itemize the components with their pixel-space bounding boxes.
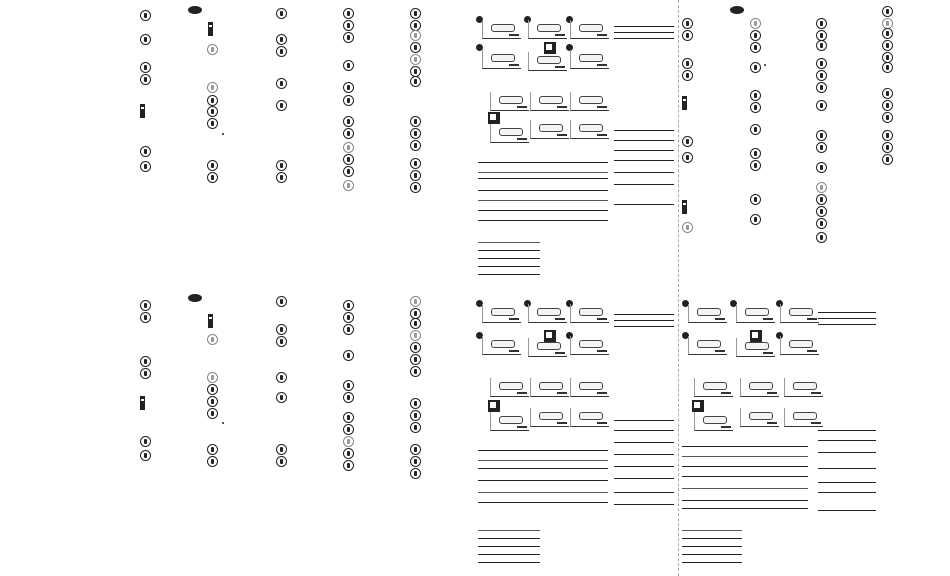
symbol-icon <box>343 392 354 403</box>
text-line <box>614 140 674 141</box>
text-line <box>614 320 674 321</box>
text-line <box>614 204 674 205</box>
symbol-icon <box>140 62 151 73</box>
text-line <box>478 200 608 201</box>
illustration-panel-bottom <box>474 296 678 576</box>
symbol-icon <box>410 422 421 433</box>
step-illustration <box>694 378 733 397</box>
text-line <box>682 476 808 477</box>
text-line <box>478 460 608 461</box>
text-line <box>478 178 608 179</box>
text-line <box>682 488 808 489</box>
text-line <box>614 150 674 151</box>
symbol-icon <box>276 78 287 89</box>
battery-icon <box>140 104 145 118</box>
step-illustration <box>780 336 819 355</box>
step-illustration <box>490 92 529 111</box>
symbol-icon <box>343 424 354 435</box>
text-line <box>818 312 876 313</box>
step-illustration <box>570 336 609 355</box>
symbol-icon <box>410 76 421 87</box>
battery-icon <box>682 200 687 214</box>
symbol-icon <box>750 30 761 41</box>
symbol-icon <box>410 468 421 479</box>
symbol-icon <box>682 18 693 29</box>
symbol-icon <box>276 444 287 455</box>
symbol-icon <box>410 296 421 307</box>
symbol-icon <box>207 44 218 55</box>
text-line <box>478 258 540 259</box>
symbol-icon <box>207 160 218 171</box>
text-line <box>478 468 608 469</box>
text-line <box>682 546 742 547</box>
text-line <box>682 456 808 457</box>
symbol-icon <box>816 130 827 141</box>
illustration-panel-top <box>474 12 678 282</box>
step-illustration <box>736 304 775 323</box>
symbol-icon <box>816 142 827 153</box>
symbol-icon <box>882 62 893 73</box>
text-line <box>478 480 608 481</box>
button-dot-icon <box>188 6 202 14</box>
text-line <box>614 430 674 431</box>
symbol-icon <box>207 408 218 419</box>
step-illustration <box>570 20 609 39</box>
step-illustration <box>528 338 567 357</box>
step-illustration <box>570 408 609 427</box>
symbol-icon <box>140 161 151 172</box>
symbol-icon <box>207 95 218 106</box>
symbol-icon <box>140 356 151 367</box>
text-line <box>818 324 876 325</box>
symbol-icon <box>343 82 354 93</box>
symbol-icon <box>343 448 354 459</box>
text-line <box>682 554 742 555</box>
symbol-icon <box>410 8 421 19</box>
text-line <box>478 266 540 267</box>
symbol-icon <box>410 158 421 169</box>
step-illustration <box>530 92 569 111</box>
symbol-icon <box>343 324 354 335</box>
text-line <box>614 160 674 161</box>
symbol-icon <box>882 6 893 17</box>
text-line <box>818 492 876 493</box>
symbol-icon <box>410 444 421 455</box>
illustration-panel-bottom-right <box>680 296 950 576</box>
step-illustration <box>482 336 521 355</box>
symbol-icon <box>343 142 354 153</box>
symbol-icon <box>816 206 827 217</box>
text-line <box>614 314 674 315</box>
symbol-icon <box>410 182 421 193</box>
icon-sheet-top-right <box>680 0 950 290</box>
symbol-icon <box>410 456 421 467</box>
symbol-icon <box>207 396 218 407</box>
symbol-icon <box>410 30 421 41</box>
text-line <box>818 318 876 319</box>
symbol-icon <box>682 152 693 163</box>
step-illustration <box>688 336 727 355</box>
text-line <box>818 440 876 441</box>
symbol-icon <box>410 366 421 377</box>
text-line <box>478 546 540 547</box>
text-line <box>478 172 608 173</box>
symbol-icon <box>882 100 893 111</box>
symbol-icon <box>276 392 287 403</box>
symbol-icon <box>207 172 218 183</box>
text-line <box>682 562 742 563</box>
symbol-icon <box>207 82 218 93</box>
battery-icon <box>208 314 213 328</box>
text-line <box>818 468 876 469</box>
symbol-icon <box>816 18 827 29</box>
symbol-icon <box>750 62 761 73</box>
text-line <box>614 466 674 467</box>
symbol-icon <box>410 54 421 65</box>
text-line <box>682 530 742 531</box>
symbol-icon <box>410 354 421 365</box>
step-illustration <box>482 304 521 323</box>
symbol-icon <box>882 112 893 123</box>
symbol-icon <box>882 154 893 165</box>
screen-icon <box>488 112 500 124</box>
symbol-icon <box>750 102 761 113</box>
symbol-icon <box>140 436 151 447</box>
text-line <box>614 130 674 131</box>
symbol-icon <box>276 34 287 45</box>
step-illustration <box>528 304 567 323</box>
symbol-icon <box>343 350 354 361</box>
step-illustration <box>780 304 819 323</box>
symbol-icon <box>140 34 151 45</box>
symbol-icon <box>140 10 151 21</box>
symbol-icon <box>343 312 354 323</box>
step-illustration <box>530 408 569 427</box>
text-line <box>478 210 608 211</box>
text-line <box>478 162 608 163</box>
text-line <box>682 466 808 467</box>
symbol-icon <box>750 194 761 205</box>
text-line <box>478 554 540 555</box>
symbol-icon <box>882 142 893 153</box>
symbol-icon <box>276 456 287 467</box>
symbol-icon <box>816 194 827 205</box>
step-illustration <box>490 124 529 143</box>
step-illustration <box>482 20 521 39</box>
symbol-icon <box>882 40 893 51</box>
symbol-icon <box>750 214 761 225</box>
symbol-icon <box>343 32 354 43</box>
step-illustration <box>736 338 775 357</box>
symbol-icon <box>816 58 827 69</box>
symbol-icon <box>140 74 151 85</box>
text-line <box>614 326 674 327</box>
step-illustration <box>740 378 779 397</box>
text-line <box>682 500 808 501</box>
symbol-icon <box>140 146 151 157</box>
symbol-icon <box>682 58 693 69</box>
text-line <box>478 274 540 275</box>
symbol-icon <box>750 160 761 171</box>
symbol-icon <box>682 30 693 41</box>
text-line <box>682 538 742 539</box>
symbol-icon <box>343 380 354 391</box>
step-illustration <box>570 120 609 139</box>
symbol-icon <box>276 336 287 347</box>
symbol-icon <box>276 160 287 171</box>
text-line <box>682 508 808 509</box>
text-line <box>478 450 608 451</box>
symbol-icon <box>207 384 218 395</box>
text-line <box>614 454 674 455</box>
symbol-icon <box>343 154 354 165</box>
symbol-icon <box>343 180 354 191</box>
text-line <box>614 38 674 39</box>
symbol-icon <box>140 312 151 323</box>
text-line <box>614 172 674 173</box>
text-line <box>818 452 876 453</box>
text-line <box>818 430 876 431</box>
text-line <box>614 420 674 421</box>
symbol-icon <box>276 324 287 335</box>
symbol-icon <box>276 372 287 383</box>
symbol-icon <box>343 166 354 177</box>
symbol-icon <box>682 222 693 233</box>
symbol-icon <box>816 218 827 229</box>
step-illustration <box>490 412 529 431</box>
symbol-icon <box>750 124 761 135</box>
symbol-icon <box>343 436 354 447</box>
symbol-icon <box>750 42 761 53</box>
text-line <box>614 504 674 505</box>
battery-icon <box>140 396 145 410</box>
symbol-icon <box>682 136 693 147</box>
text-line <box>682 446 808 447</box>
symbol-icon <box>276 296 287 307</box>
symbol-icon <box>207 118 218 129</box>
button-dot-icon <box>730 6 744 14</box>
step-illustration <box>570 378 609 397</box>
screen-icon <box>488 400 500 412</box>
text-line <box>478 502 608 503</box>
symbol-icon <box>816 100 827 111</box>
bullet-icon <box>764 64 766 66</box>
symbol-icon <box>410 128 421 139</box>
symbol-icon <box>816 40 827 51</box>
symbol-icon <box>207 456 218 467</box>
symbol-icon <box>343 60 354 71</box>
symbol-icon <box>816 82 827 93</box>
text-line <box>478 530 540 531</box>
text-line <box>478 250 540 251</box>
symbol-icon <box>207 106 218 117</box>
step-illustration <box>570 304 609 323</box>
symbol-icon <box>343 128 354 139</box>
symbol-icon <box>750 148 761 159</box>
step-illustration <box>784 378 823 397</box>
step-illustration <box>740 408 779 427</box>
symbol-icon <box>207 334 218 345</box>
step-illustration <box>490 378 529 397</box>
symbol-icon <box>276 8 287 19</box>
symbol-icon <box>882 28 893 39</box>
text-line <box>478 220 608 221</box>
symbol-icon <box>882 88 893 99</box>
symbol-icon <box>750 18 761 29</box>
icon-sheet-top-left <box>0 0 460 280</box>
text-line <box>614 32 674 33</box>
symbol-icon <box>816 232 827 243</box>
icon-sheet-bottom-left <box>0 288 460 576</box>
symbol-icon <box>410 330 421 341</box>
symbol-icon <box>410 398 421 409</box>
symbol-icon <box>343 20 354 31</box>
symbol-icon <box>343 95 354 106</box>
symbol-icon <box>140 368 151 379</box>
symbol-icon <box>207 444 218 455</box>
bullet-icon <box>222 422 224 424</box>
symbol-icon <box>410 140 421 151</box>
fold-line <box>678 0 679 576</box>
symbol-icon <box>410 410 421 421</box>
step-illustration <box>528 20 567 39</box>
symbol-icon <box>410 42 421 53</box>
step-illustration <box>784 408 823 427</box>
symbol-icon <box>276 172 287 183</box>
symbol-icon <box>750 90 761 101</box>
symbol-icon <box>410 318 421 329</box>
symbol-icon <box>276 46 287 57</box>
symbol-icon <box>882 130 893 141</box>
text-line <box>614 442 674 443</box>
text-line <box>614 26 674 27</box>
symbol-icon <box>343 8 354 19</box>
step-illustration <box>688 304 727 323</box>
battery-icon <box>208 22 213 36</box>
symbol-icon <box>816 162 827 173</box>
text-line <box>478 492 608 493</box>
symbol-icon <box>276 100 287 111</box>
step-illustration <box>530 378 569 397</box>
step-illustration <box>528 52 567 71</box>
text-line <box>614 184 674 185</box>
symbol-icon <box>410 342 421 353</box>
step-illustration <box>570 92 609 111</box>
symbol-icon <box>682 70 693 81</box>
symbol-icon <box>816 182 827 193</box>
symbol-icon <box>207 372 218 383</box>
symbol-icon <box>343 116 354 127</box>
symbol-icon <box>816 70 827 81</box>
symbol-icon <box>410 170 421 181</box>
symbol-icon <box>140 300 151 311</box>
symbol-icon <box>343 460 354 471</box>
text-line <box>478 538 540 539</box>
step-illustration <box>570 50 609 69</box>
text-line <box>478 242 540 243</box>
battery-icon <box>682 96 687 110</box>
step-illustration <box>530 120 569 139</box>
symbol-icon <box>343 412 354 423</box>
text-line <box>614 478 674 479</box>
text-line <box>818 482 876 483</box>
text-line <box>818 510 876 511</box>
symbol-icon <box>140 450 151 461</box>
text-line <box>478 562 540 563</box>
step-illustration <box>482 50 521 69</box>
text-line <box>614 492 674 493</box>
symbol-icon <box>410 116 421 127</box>
bullet-icon <box>222 133 224 135</box>
text-line <box>478 190 608 191</box>
symbol-icon <box>343 300 354 311</box>
screen-icon <box>692 400 704 412</box>
step-illustration <box>694 412 733 431</box>
button-dot-icon <box>188 294 202 302</box>
